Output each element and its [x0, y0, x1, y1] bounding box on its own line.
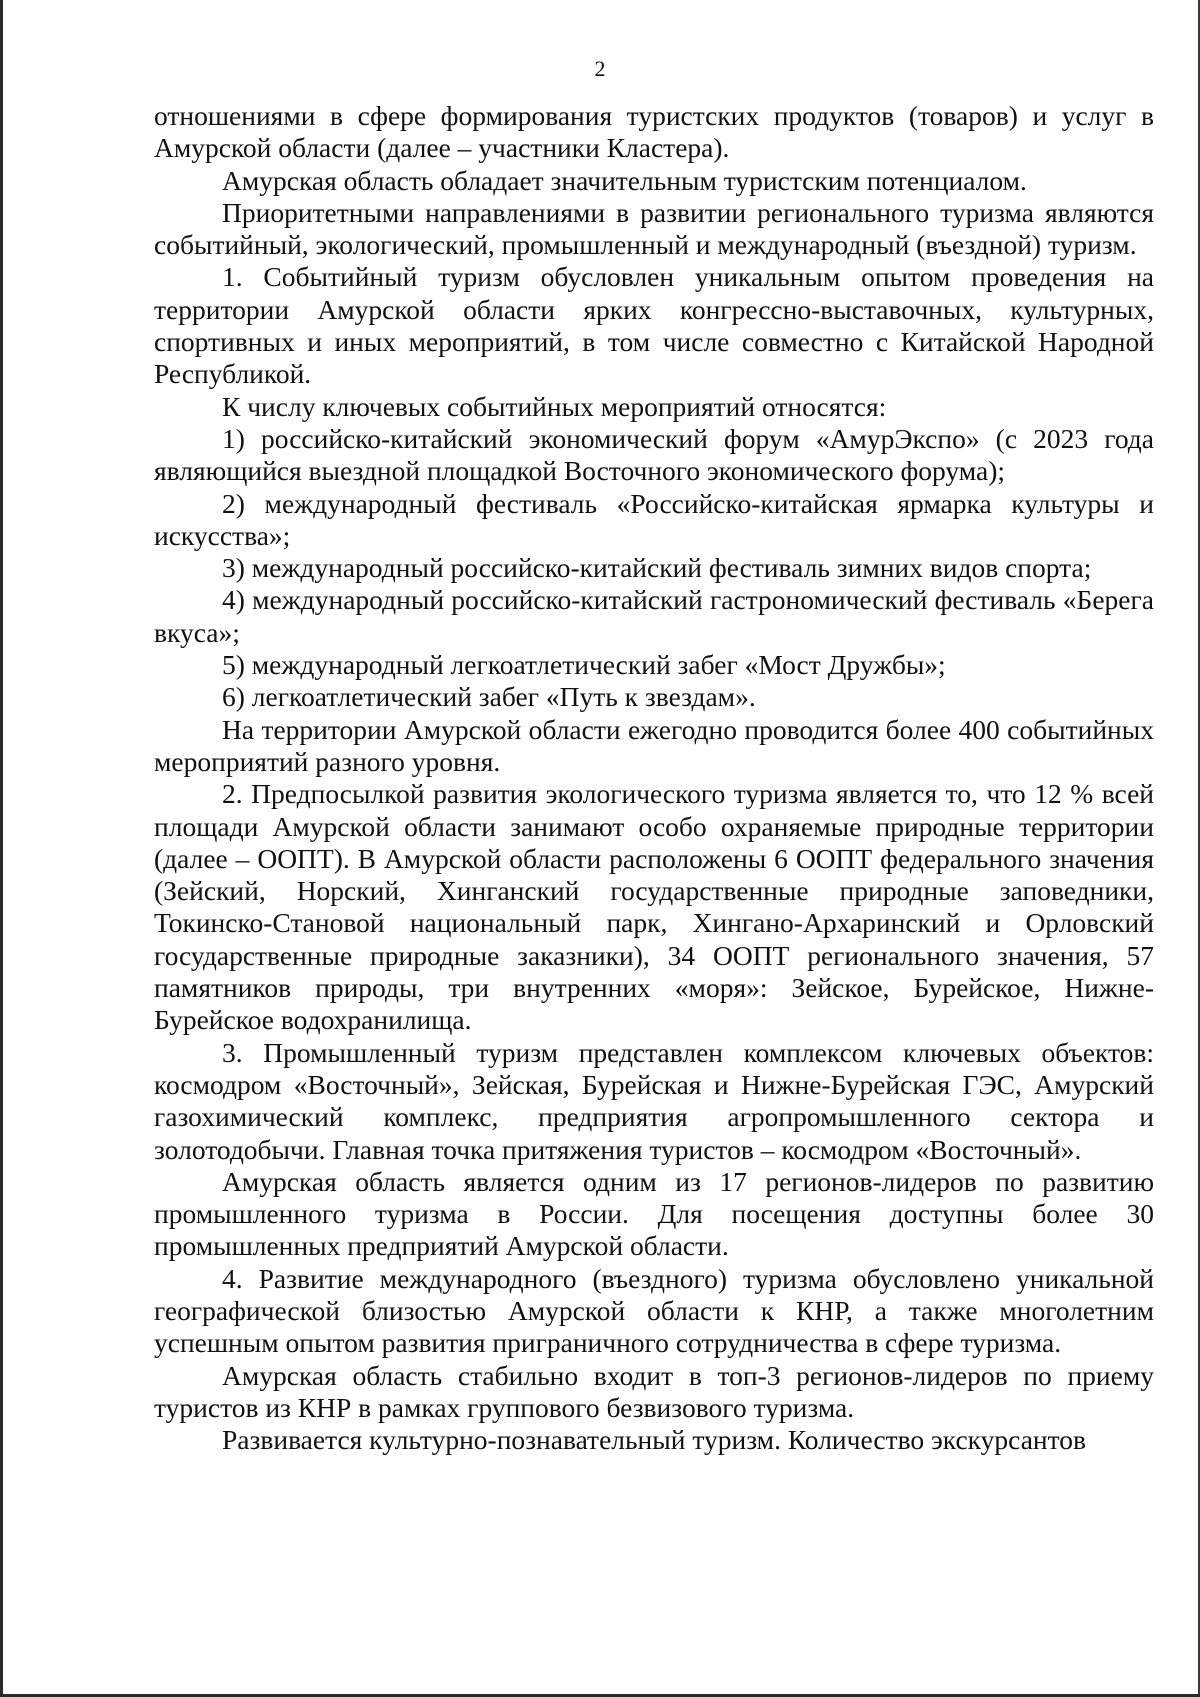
list-item: 5) международный легкоатлетический забег «Мост Дружбы»;: [222, 649, 946, 681]
list-item: 3) международный российско-китайский фестиваль зимних видов спорта;: [222, 552, 1092, 584]
paragraph: Приоритетными направлениями в развитии регионального туризма являются событийный, экологический, промышленный и международный (въездной) туризм.: [154, 196, 1154, 261]
list-item: 4) международный российско-китайский гастрономический фестиваль «Берега вкуса»;: [154, 584, 1154, 648]
paragraph: На территории Амурской области ежегодно проводится более 400 событийных мероприятий разного уровня.: [154, 713, 1154, 777]
paragraph: 3. Промышленный туризм представлен комплексом ключевых объектов: космодром «Восточный», Зейская, Бурейская и Нижне-Бурейская ГЭС, Амурский газохимический комплекс, предприятия агропромышленного сектора и золотодобычи. Главная точка притяжения туристов – космодром «Восточный».: [154, 1036, 1154, 1165]
scan-edge-left: [0, 0, 3, 1697]
paragraph: Развивается культурно-познавательный туризм. Количество экскурсантов: [222, 1424, 1087, 1456]
paragraph: отношениями в сфере формирования туристских продуктов (товаров) и услуг в Амурской области (далее – участники Кластера).: [154, 100, 1154, 164]
paragraph: Амурская область обладает значительным туристским потенциалом.: [222, 164, 1027, 196]
paragraph: Амурская область стабильно входит в топ-3 регионов-лидеров по приему туристов из КНР в рамках группового безвизового туризма.: [154, 1359, 1154, 1423]
paragraph: К числу ключевых событийных мероприятий относятся:: [222, 390, 887, 422]
list-item: 2) международный фестиваль «Российско-китайская ярмарка культуры и искусства»;: [154, 487, 1154, 551]
list-item: 6) легкоатлетический забег «Путь к звездам».: [222, 681, 756, 713]
paragraph: 1. Событийный туризм обусловлен уникальным опытом проведения на территории Амурской области ярких конгрессно-выставочных, культурных, спортивных и иных мероприятий, в том числе совместно с Китайской Народной Республикой.: [154, 261, 1154, 390]
paragraph: 2. Предпосылкой развития экологического туризма является то, что 12 % всей площади Амурской области занимают особо охраняемые природные территории (далее – ООПТ). В Амурской области расположены 6 ООПТ федерального значения (Зейский, Норский, Хинганский государственные природные заповедники, Токинско-Становой национальный парк, Хингано-Архаринский и Орловский государственные природные заказники), 34 ООПТ регионального значения, 57 памятников природы, три внутренних «моря»: Зейское, Бурейское, Нижне-Бурейское водохранилища.: [154, 778, 1154, 1036]
paragraph: 4. Развитие международного (въездного) туризма обусловлено уникальной географической близостью Амурской области к КНР, а также многолетним успешным опытом развития приграничного сотрудничества в сфере туризма.: [154, 1262, 1154, 1359]
paragraph: Амурская область является одним из 17 регионов-лидеров по развитию промышленного туризма в России. Для посещения доступны более 30 промышленных предприятий Амурской области.: [154, 1165, 1154, 1262]
page-number: 2: [594, 56, 606, 81]
list-item: 1) российско-китайский экономический форум «АмурЭкспо» (с 2023 года являющийся выездной площадкой Восточного экономического форума);: [154, 422, 1154, 487]
document-body: [154, 100, 1154, 1456]
